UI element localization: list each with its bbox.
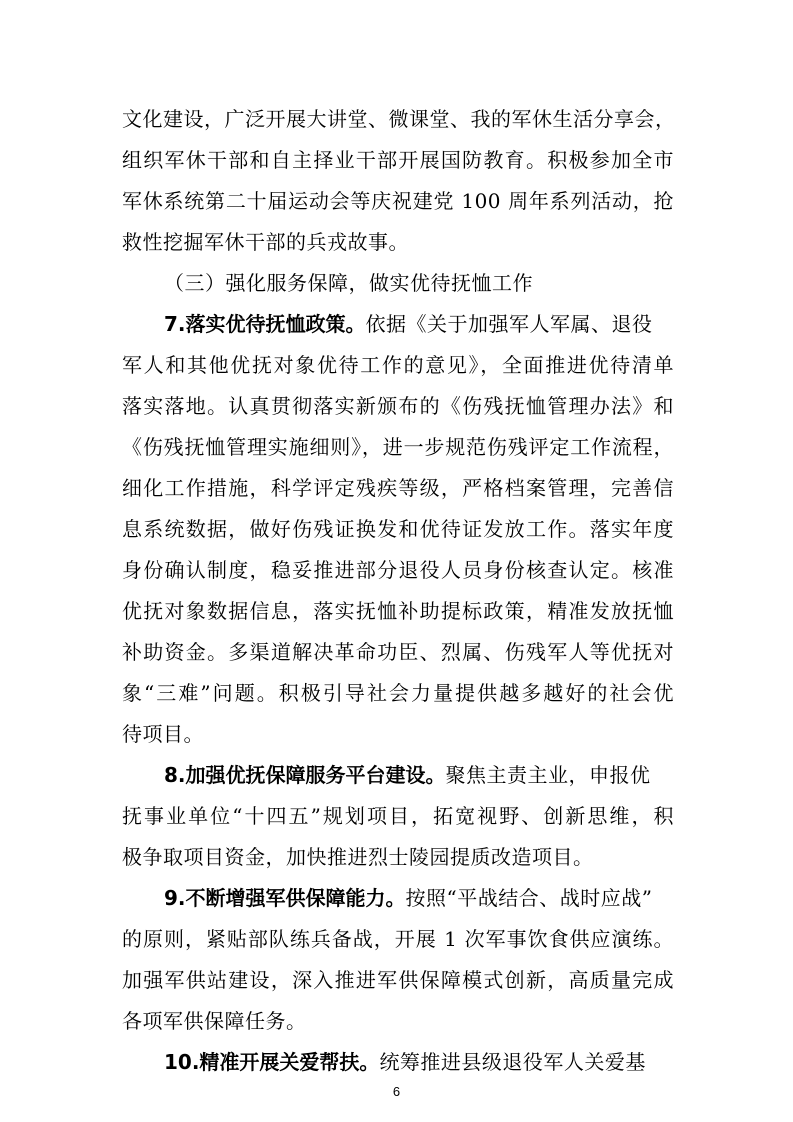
item-10-first-line-text: 统筹推进县级退役军人关爱基 — [379, 1050, 646, 1074]
item-9-first-line-text: 按照“平战结合、战时应战” — [405, 886, 653, 910]
paragraph-line: 息系统数据，做好伤残证换发和优待证发放工作。落实年度 — [122, 517, 674, 541]
paragraph-line: 文化建设，广泛开展大讲堂、微课堂、我的军休生活分享会， — [122, 107, 676, 131]
section-heading: （三）强化服务保障，做实优待抚恤工作 — [164, 271, 533, 295]
item-8-first-line-text: 聚焦主责主业，申报优 — [445, 763, 651, 787]
paragraph-line: 各项军供保障任务。 — [122, 1009, 307, 1033]
item-7-title: 7.落实优待抚恤政策。 — [164, 312, 366, 336]
item-7-first-line — [164, 306, 674, 342]
paragraph-line: 落实落地。认真贯彻落实新颁布的《伤残抚恤管理办法》和 — [122, 394, 674, 418]
paragraph-line: 《伤残抚恤管理实施细则》，进一步规范伤残评定工作流程， — [122, 435, 674, 459]
item-7-first-line-text: 依据《关于加强军人军属、退役 — [365, 312, 653, 336]
paragraph-line: 救性挖掘军休干部的兵戎故事。 — [122, 230, 409, 254]
page-number: 6 — [392, 1084, 401, 1099]
paragraph-line: 象“三难”问题。积极引导社会力量提供越多越好的社会优 — [122, 681, 674, 705]
item-10-first-line — [164, 1044, 674, 1080]
paragraph-line: 待项目。 — [122, 722, 204, 746]
item-8-first-line — [164, 757, 674, 793]
paragraph-line: 组织军休干部和自主择业干部开展国防教育。积极参加全市 — [122, 148, 674, 172]
item-10-title: 10.精准开展关爱帮扶。 — [164, 1050, 380, 1074]
paragraph-line: 抚事业单位“十四五”规划项目，拓宽视野、创新思维，积 — [122, 804, 674, 828]
item-9-first-line — [164, 880, 674, 916]
paragraph-line: 军人和其他优抚对象优待工作的意见》，全面推进优待清单 — [122, 353, 674, 377]
paragraph-line: 补助资金。多渠道解决革命功臣、烈属、伤残军人等优抚对 — [122, 640, 674, 664]
item-8-title: 8.加强优抚保障服务平台建设。 — [164, 763, 446, 787]
paragraph-line: 极争取项目资金，加快推进烈士陵园提质改造项目。 — [122, 845, 594, 869]
paragraph-line: 加强军供站建设，深入推进军供保障模式创新，高质量完成 — [122, 968, 674, 992]
paragraph-line: 优抚对象数据信息，落实抚恤补助提标政策，精准发放抚恤 — [122, 599, 674, 623]
paragraph-line: 细化工作措施，科学评定残疾等级，严格档案管理，完善信 — [122, 476, 674, 500]
paragraph-line: 的原则，紧贴部队练兵备战，开展 1 次军事饮食供应演练。 — [122, 927, 674, 951]
paragraph-line: 身份确认制度，稳妥推进部分退役人员身份核查认定。核准 — [122, 558, 674, 582]
paragraph-line: 军休系统第二十届运动会等庆祝建党 100 周年系列活动，抢 — [122, 189, 674, 213]
item-9-title: 9.不断增强军供保障能力。 — [164, 886, 406, 910]
